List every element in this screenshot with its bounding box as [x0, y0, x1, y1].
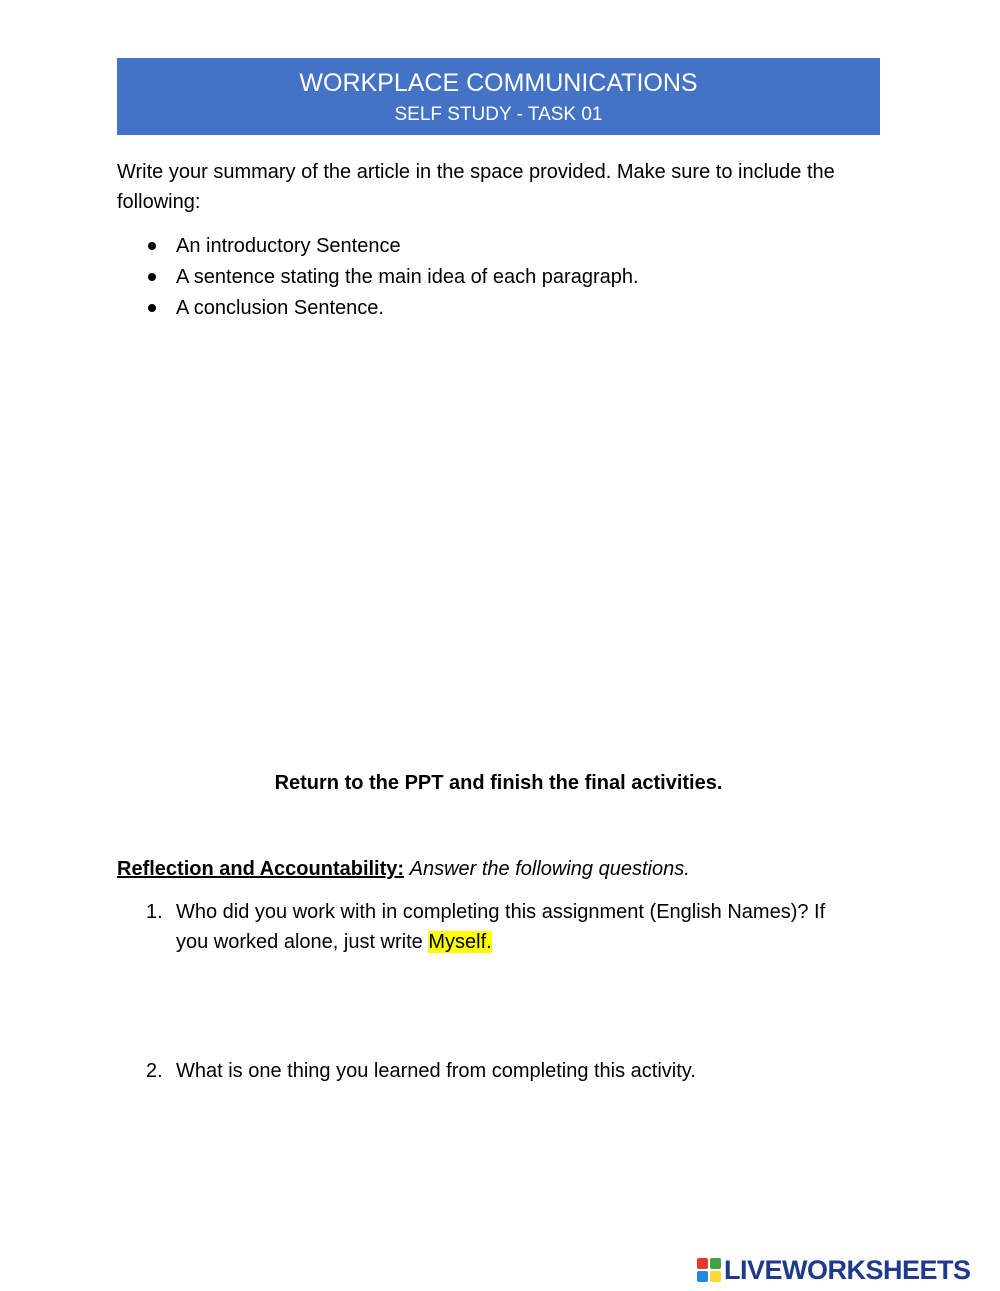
- bullet-dot: [148, 304, 156, 312]
- summary-answer-area[interactable]: [117, 335, 880, 755]
- question-1-text: you worked alone, just write: [176, 931, 429, 953]
- reflection-heading-line: [117, 854, 887, 884]
- logo-text: LIVEWORKSHEETS: [724, 1254, 971, 1285]
- bullet-dot: [148, 273, 156, 281]
- return-note: Return to the PPT and finish the final activities.: [274, 772, 723, 794]
- logo-blocks-icon: [697, 1258, 721, 1282]
- reflection-subheading: Answer the following questions.: [409, 858, 690, 880]
- document-title: WORKPLACE COMMUNICATIONS: [299, 69, 698, 97]
- reflection-heading: Reflection and Accountability:: [117, 858, 405, 880]
- bullet-item: An introductory Sentence: [176, 235, 401, 257]
- question-2-text: What is one thing you learned from completing this activity.: [176, 1060, 696, 1082]
- instructions-text: Write your summary of the article in the space provided. Make sure to include the following:: [117, 161, 835, 213]
- document-header: [117, 58, 880, 135]
- bullet-item: A sentence stating the main idea of each paragraph.: [176, 266, 639, 288]
- question-1-line-1: Who did you work with in completing this assignment (English Names)? If: [176, 901, 826, 923]
- question-2-answer-area[interactable]: [176, 1092, 880, 1232]
- highlighted-answer: Myself.: [428, 931, 492, 953]
- question-number: 2.: [146, 1060, 163, 1082]
- liveworksheets-logo: [697, 1255, 971, 1285]
- bullet-dot: [148, 242, 156, 250]
- bullet-item: A conclusion Sentence.: [176, 297, 384, 319]
- document-subtitle: SELF STUDY - TASK 01: [394, 104, 603, 125]
- question-1-line-2: [176, 927, 886, 957]
- question-1-answer-area[interactable]: [176, 962, 880, 1052]
- question-number: 1.: [146, 901, 163, 923]
